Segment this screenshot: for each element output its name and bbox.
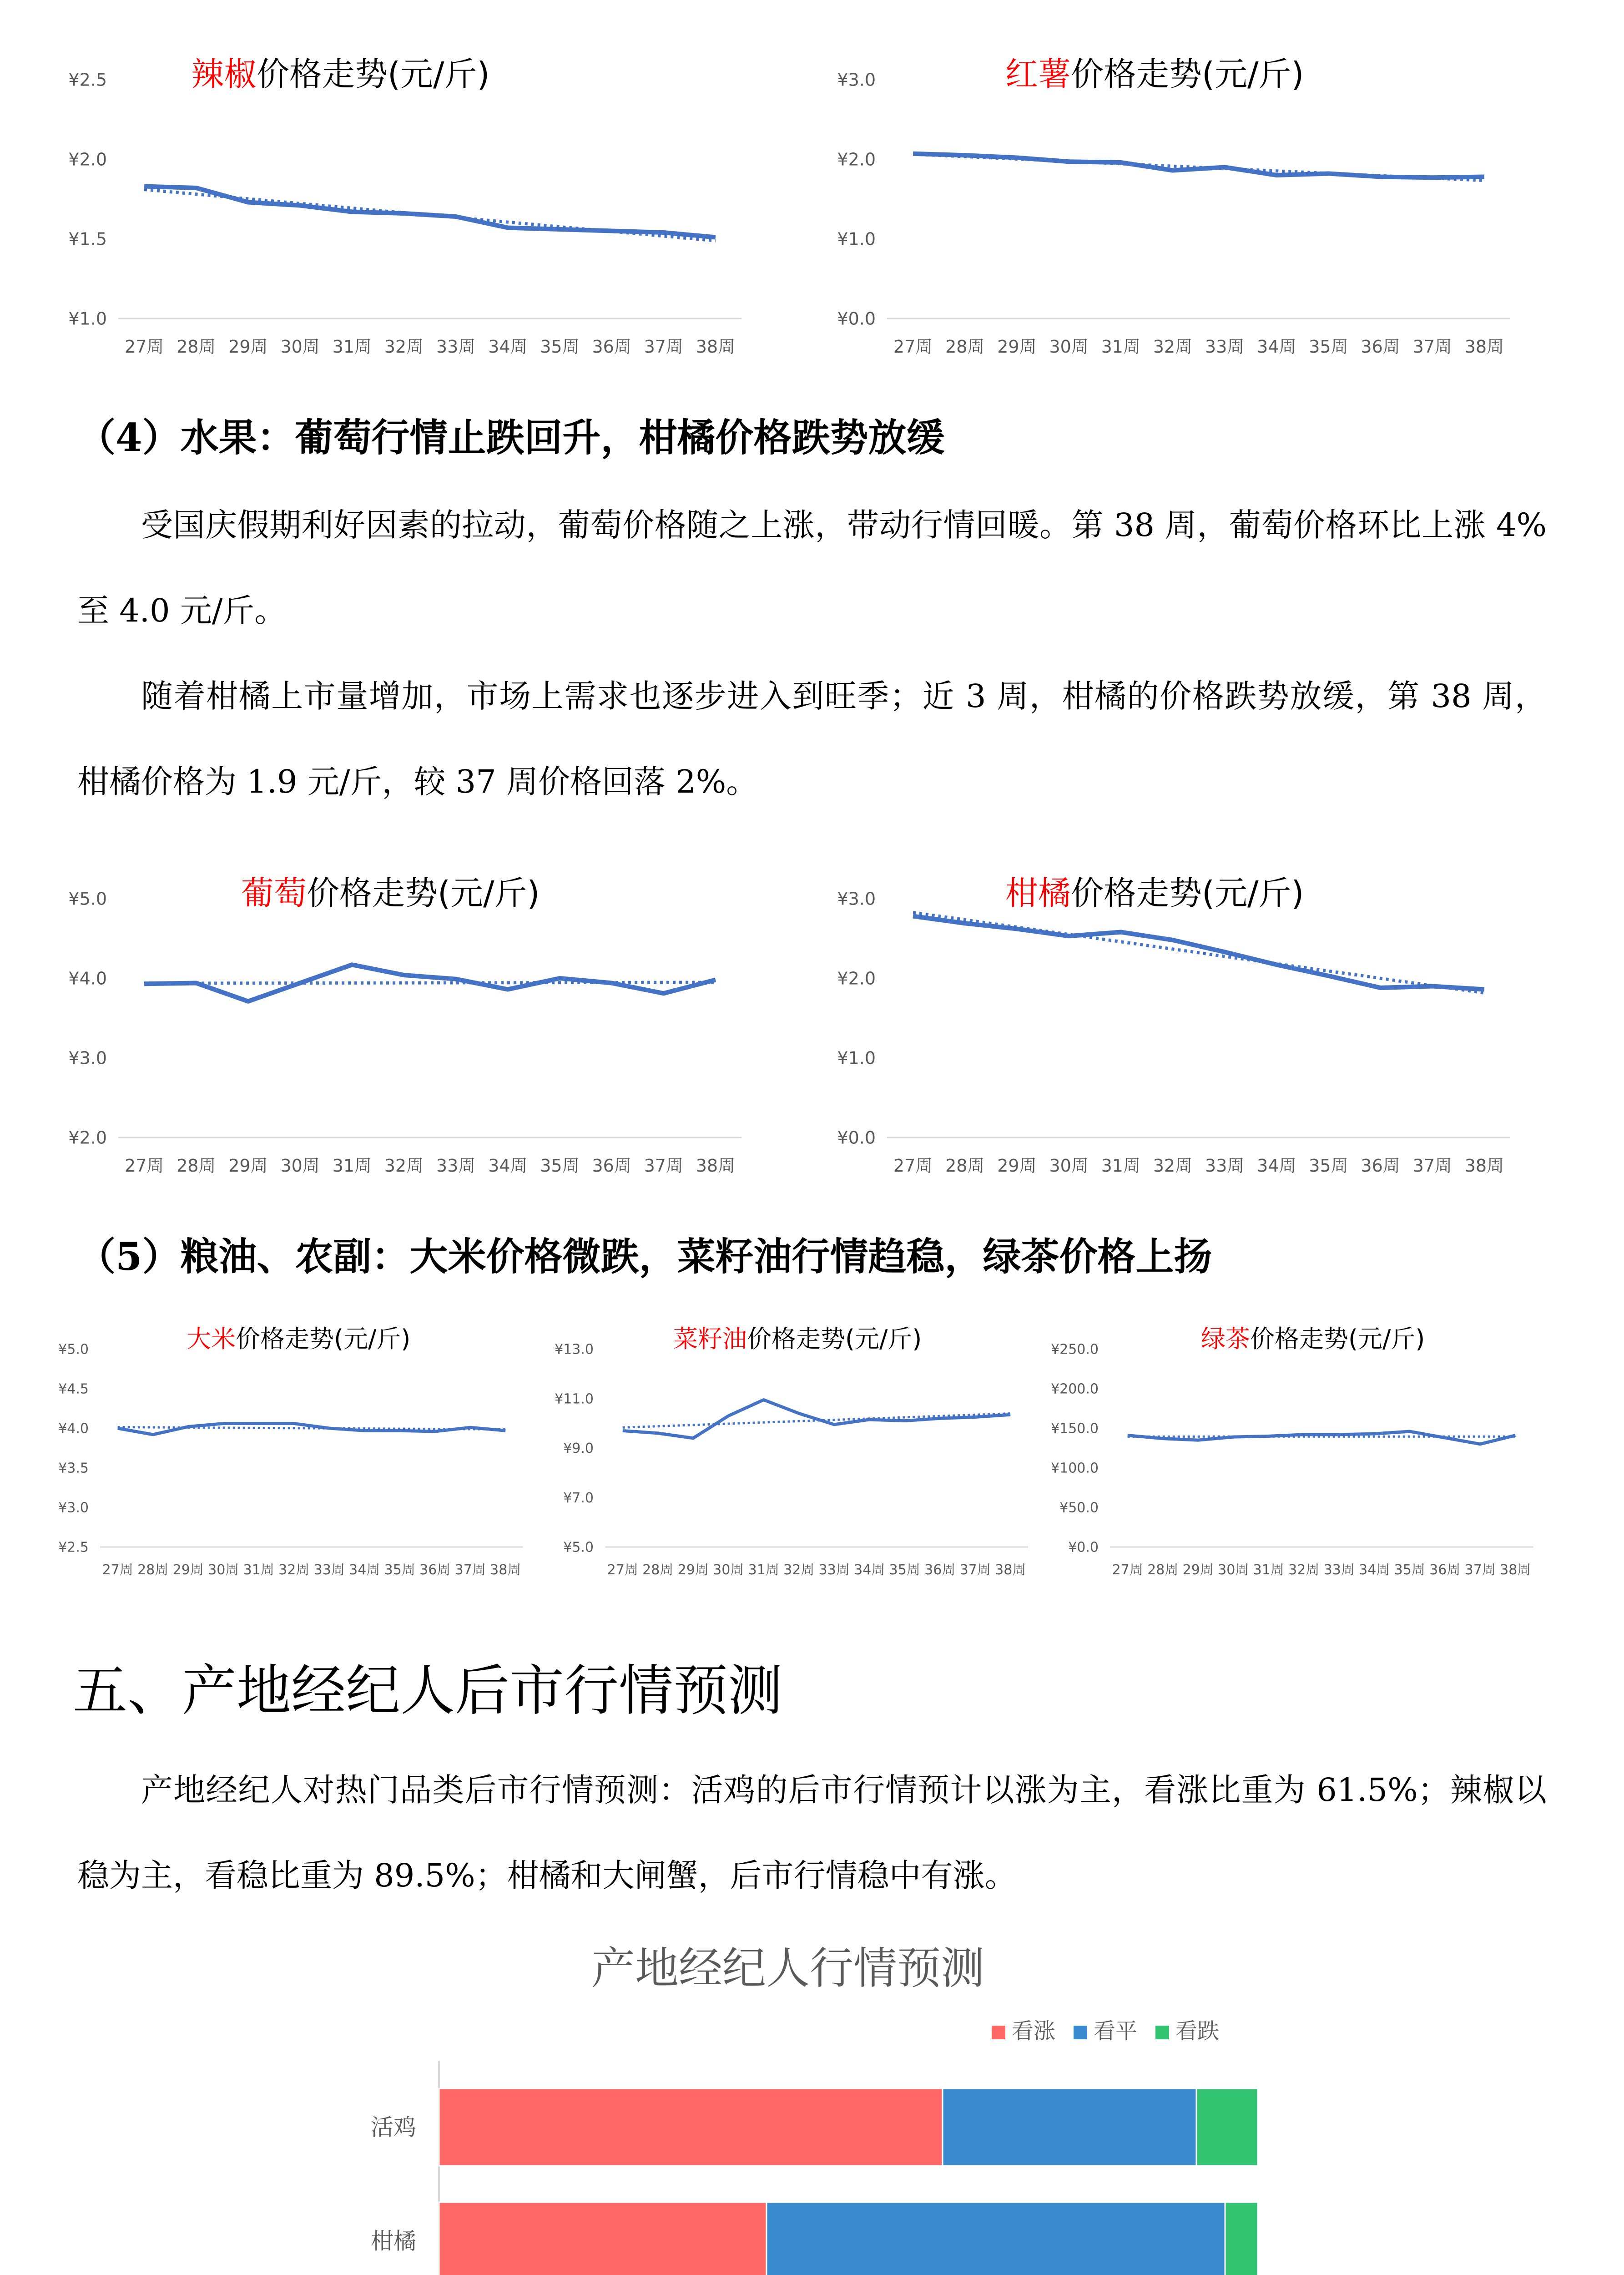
chart-title-name: 葡萄 [241,874,307,912]
x-tick-label: 37周 [1412,1156,1452,1176]
chart-title-name: 辣椒 [191,55,257,93]
trend-line [913,912,1484,993]
x-tick-label: 38周 [1464,1156,1504,1176]
y-tick-label: ¥2.0 [837,149,876,170]
y-tick-label: ¥2.0 [68,149,107,170]
x-tick-label: 31周 [332,337,372,357]
x-tick-label: 27周 [124,1156,164,1176]
x-tick-label: 34周 [488,337,528,357]
x-tick-label: 32周 [783,1562,815,1578]
category-label: 柑橘 [371,2228,416,2255]
chart-title-suffix: 价格走势(元/斤) [236,1325,411,1353]
chart-title-name: 绿茶 [1201,1325,1250,1353]
x-tick-label: 31周 [1253,1562,1284,1578]
x-tick-label: 32周 [1153,337,1193,357]
y-tick-label: ¥5.0 [58,1341,89,1358]
y-tick-label: ¥50.0 [1059,1500,1099,1516]
x-tick-label: 30周 [713,1562,744,1578]
x-tick-label: 33周 [1205,1156,1245,1176]
x-tick-label: 38周 [1500,1562,1531,1578]
trend-line [144,982,716,983]
x-tick-label: 28周 [177,1156,216,1176]
paragraph-citrus: 随着柑橘上市量增加，市场上需求也逐步进入到旺季；近 3 周，柑橘的价格跌势放缓，第 38 周，柑橘价格为 1.9 元/斤，较 37 周价格回落 2%。 [77,677,1547,800]
legend-label-down: 看跌 [1175,2018,1220,2044]
x-tick-label: 30周 [208,1562,239,1578]
x-tick-label: 38周 [995,1562,1026,1578]
bar-segment [1196,2088,1258,2166]
line-chart-svg [555,1320,1046,1592]
x-tick-label: 30周 [280,1156,320,1176]
x-tick-label: 31周 [243,1562,274,1578]
x-tick-label: 29周 [1182,1562,1214,1578]
chart-title-name: 柑橘 [1005,874,1071,912]
legend-label-flat: 看平 [1094,2018,1138,2044]
bar-segment [1225,2202,1258,2275]
x-tick-label: 33周 [818,1562,850,1578]
category-label: 活鸡 [371,2114,416,2141]
y-tick-label: ¥2.5 [68,70,107,90]
x-tick-label: 35周 [1394,1562,1425,1578]
chart-title-name: 菜籽油 [673,1325,747,1353]
chart-hongshu [823,43,1542,371]
x-tick-label: 28周 [137,1562,169,1578]
y-tick-label: ¥2.0 [68,1127,107,1148]
x-tick-label: 37周 [454,1562,486,1578]
line-chart-svg [55,1320,541,1592]
y-tick-label: ¥3.0 [58,1500,89,1516]
y-tick-label: ¥200.0 [1051,1381,1099,1397]
x-tick-label: 37周 [644,337,683,357]
y-tick-label: ¥3.5 [58,1460,89,1476]
y-tick-label: ¥3.0 [837,889,876,909]
series-line [144,187,716,238]
y-tick-label: ¥100.0 [1051,1460,1099,1476]
x-tick-label: 29周 [228,1156,268,1176]
x-tick-label: 31周 [1101,337,1140,357]
x-tick-label: 30周 [1049,1156,1089,1176]
x-tick-label: 36周 [1429,1562,1461,1578]
chart-title-suffix: 价格走势(元/斤) [1250,1325,1425,1353]
x-tick-label: 27周 [1112,1562,1143,1578]
x-tick-label: 27周 [124,337,164,357]
chart-title-suffix: 价格走势(元/斤) [1071,874,1304,912]
y-tick-label: ¥3.0 [837,70,876,90]
x-tick-label: 36周 [1361,337,1400,357]
x-tick-label: 38周 [696,1156,736,1176]
x-tick-label: 32周 [384,337,424,357]
series-line [118,1424,506,1435]
legend-label-up: 看涨 [1012,2018,1056,2044]
y-tick-label: ¥5.0 [563,1539,594,1556]
x-tick-label: 27周 [893,337,933,357]
y-tick-label: ¥2.0 [837,968,876,989]
bar-segment [439,2088,943,2166]
chart-title-suffix: 价格走势(元/斤) [307,874,540,912]
x-tick-label: 35周 [384,1562,415,1578]
x-tick-label: 34周 [1257,1156,1296,1176]
x-tick-label: 34周 [1359,1562,1390,1578]
y-tick-label: ¥1.0 [837,229,876,249]
x-tick-label: 38周 [1464,337,1504,357]
y-tick-label: ¥2.5 [58,1539,89,1556]
x-tick-label: 28周 [642,1562,674,1578]
chart-lvcha [1051,1320,1551,1592]
x-tick-label: 32周 [1153,1156,1193,1176]
x-tick-label: 29周 [172,1562,204,1578]
section-heading: 五、产地经纪人后市行情预测 [73,1659,782,1723]
series-line [1128,1431,1516,1444]
y-tick-label: ¥4.0 [68,968,107,989]
x-tick-label: 37周 [644,1156,683,1176]
x-tick-label: 36周 [1361,1156,1400,1176]
x-tick-label: 32周 [1288,1562,1320,1578]
x-tick-label: 31周 [332,1156,372,1176]
x-tick-label: 36周 [592,337,631,357]
y-tick-label: ¥13.0 [555,1341,594,1358]
x-tick-label: 31周 [1101,1156,1140,1176]
chart-putao [55,862,773,1190]
bar-segment [439,2202,767,2275]
y-tick-label: ¥250.0 [1051,1341,1099,1358]
paragraph-forecast-text: 产地经纪人对热门品类后市行情预测：活鸡的后市行情预计以涨为主，看涨比重为 61.5%；辣椒以稳为主，看稳比重为 89.5%；柑橘和大闸蟹，后市行情稳中有涨。 [77,1771,1547,1894]
x-tick-label: 36周 [419,1562,451,1578]
y-tick-label: ¥0.0 [837,308,876,329]
stacked-bar-svg [318,1934,1342,2275]
x-tick-label: 28周 [177,337,216,357]
x-tick-label: 35周 [540,1156,580,1176]
x-tick-label: 29周 [677,1562,709,1578]
chart-lajiao [55,43,773,371]
chart-title-suffix: 价格走势(元/斤) [257,55,490,93]
y-tick-label: ¥1.5 [68,229,107,249]
x-tick-label: 30周 [1049,337,1089,357]
x-tick-label: 30周 [280,337,320,357]
x-tick-label: 29周 [228,337,268,357]
x-tick-label: 37周 [1412,337,1452,357]
y-tick-label: ¥150.0 [1051,1421,1099,1437]
series-line [623,1400,1011,1438]
x-tick-label: 28周 [945,337,985,357]
x-tick-label: 31周 [748,1562,779,1578]
x-tick-label: 30周 [1218,1562,1249,1578]
x-tick-label: 36周 [924,1562,956,1578]
x-tick-label: 33周 [1205,337,1245,357]
x-tick-label: 33周 [436,337,476,357]
y-tick-label: ¥0.0 [837,1127,876,1148]
x-tick-label: 38周 [696,337,736,357]
bar-segment [767,2202,1225,2275]
x-tick-label: 32周 [384,1156,424,1176]
chart-ganju [823,862,1542,1190]
y-tick-label: ¥4.0 [58,1421,89,1437]
x-tick-label: 27周 [102,1562,133,1578]
x-tick-label: 33周 [436,1156,476,1176]
x-tick-label: 35周 [540,337,580,357]
x-tick-label: 29周 [997,337,1037,357]
y-tick-label: ¥5.0 [68,889,107,909]
x-tick-label: 34周 [349,1562,380,1578]
x-tick-label: 28周 [1147,1562,1179,1578]
line-chart-svg [55,43,773,371]
x-tick-label: 28周 [945,1156,985,1176]
series-line [913,154,1484,178]
x-tick-label: 35周 [1309,1156,1348,1176]
line-chart-svg [823,43,1542,371]
x-tick-label: 29周 [997,1156,1037,1176]
paragraph-fruit [77,482,1547,824]
x-tick-label: 36周 [592,1156,631,1176]
chart-caiziyou [555,1320,1046,1592]
y-tick-label: ¥3.0 [68,1048,107,1068]
x-tick-label: 32周 [278,1562,310,1578]
x-tick-label: 37周 [959,1562,991,1578]
forecast-chart-title: 产地经纪人行情预测 [591,1943,984,1994]
y-tick-label: ¥0.0 [1068,1539,1099,1556]
x-tick-label: 34周 [488,1156,528,1176]
x-tick-label: 37周 [1464,1562,1496,1578]
paragraph-grape: 受国庆假期利好因素的拉动，葡萄价格随之上涨，带动行情回暖。第 38 周，葡萄价格环比上涨 4%至 4.0 元/斤。 [77,506,1547,629]
y-tick-label: ¥1.0 [68,308,107,329]
y-tick-label: ¥7.0 [563,1490,594,1506]
chart-title-suffix: 价格走势(元/斤) [1071,55,1304,93]
x-tick-label: 34周 [854,1562,885,1578]
line-chart-svg [1051,1320,1551,1592]
x-tick-label: 33周 [1323,1562,1355,1578]
forecast-chart [318,1934,1342,2275]
paragraph-forecast [77,1747,1547,1918]
chart-dami [55,1320,541,1592]
x-tick-label: 27周 [893,1156,933,1176]
line-chart-svg [823,862,1542,1190]
bar-segment [943,2088,1196,2166]
y-tick-label: ¥11.0 [555,1391,594,1407]
chart-title-suffix: 价格走势(元/斤) [747,1325,922,1353]
chart-title-name: 红薯 [1005,55,1071,93]
y-tick-label: ¥4.5 [58,1381,89,1397]
subsection-heading-fruit: （4）水果：葡萄行情止跌回升，柑橘价格跌势放缓 [77,415,945,460]
x-tick-label: 35周 [1309,337,1348,357]
x-tick-label: 34周 [1257,337,1296,357]
y-tick-label: ¥1.0 [837,1048,876,1068]
subsection-heading-grain: （5）粮油、农副：大米价格微跌，菜籽油行情趋稳，绿茶价格上扬 [77,1234,1212,1279]
y-tick-label: ¥9.0 [563,1441,594,1456]
x-tick-label: 38周 [490,1562,521,1578]
x-tick-label: 27周 [607,1562,638,1578]
chart-title-name: 大米 [187,1325,236,1353]
x-tick-label: 35周 [889,1562,920,1578]
x-tick-label: 33周 [313,1562,345,1578]
line-chart-svg [55,862,773,1190]
